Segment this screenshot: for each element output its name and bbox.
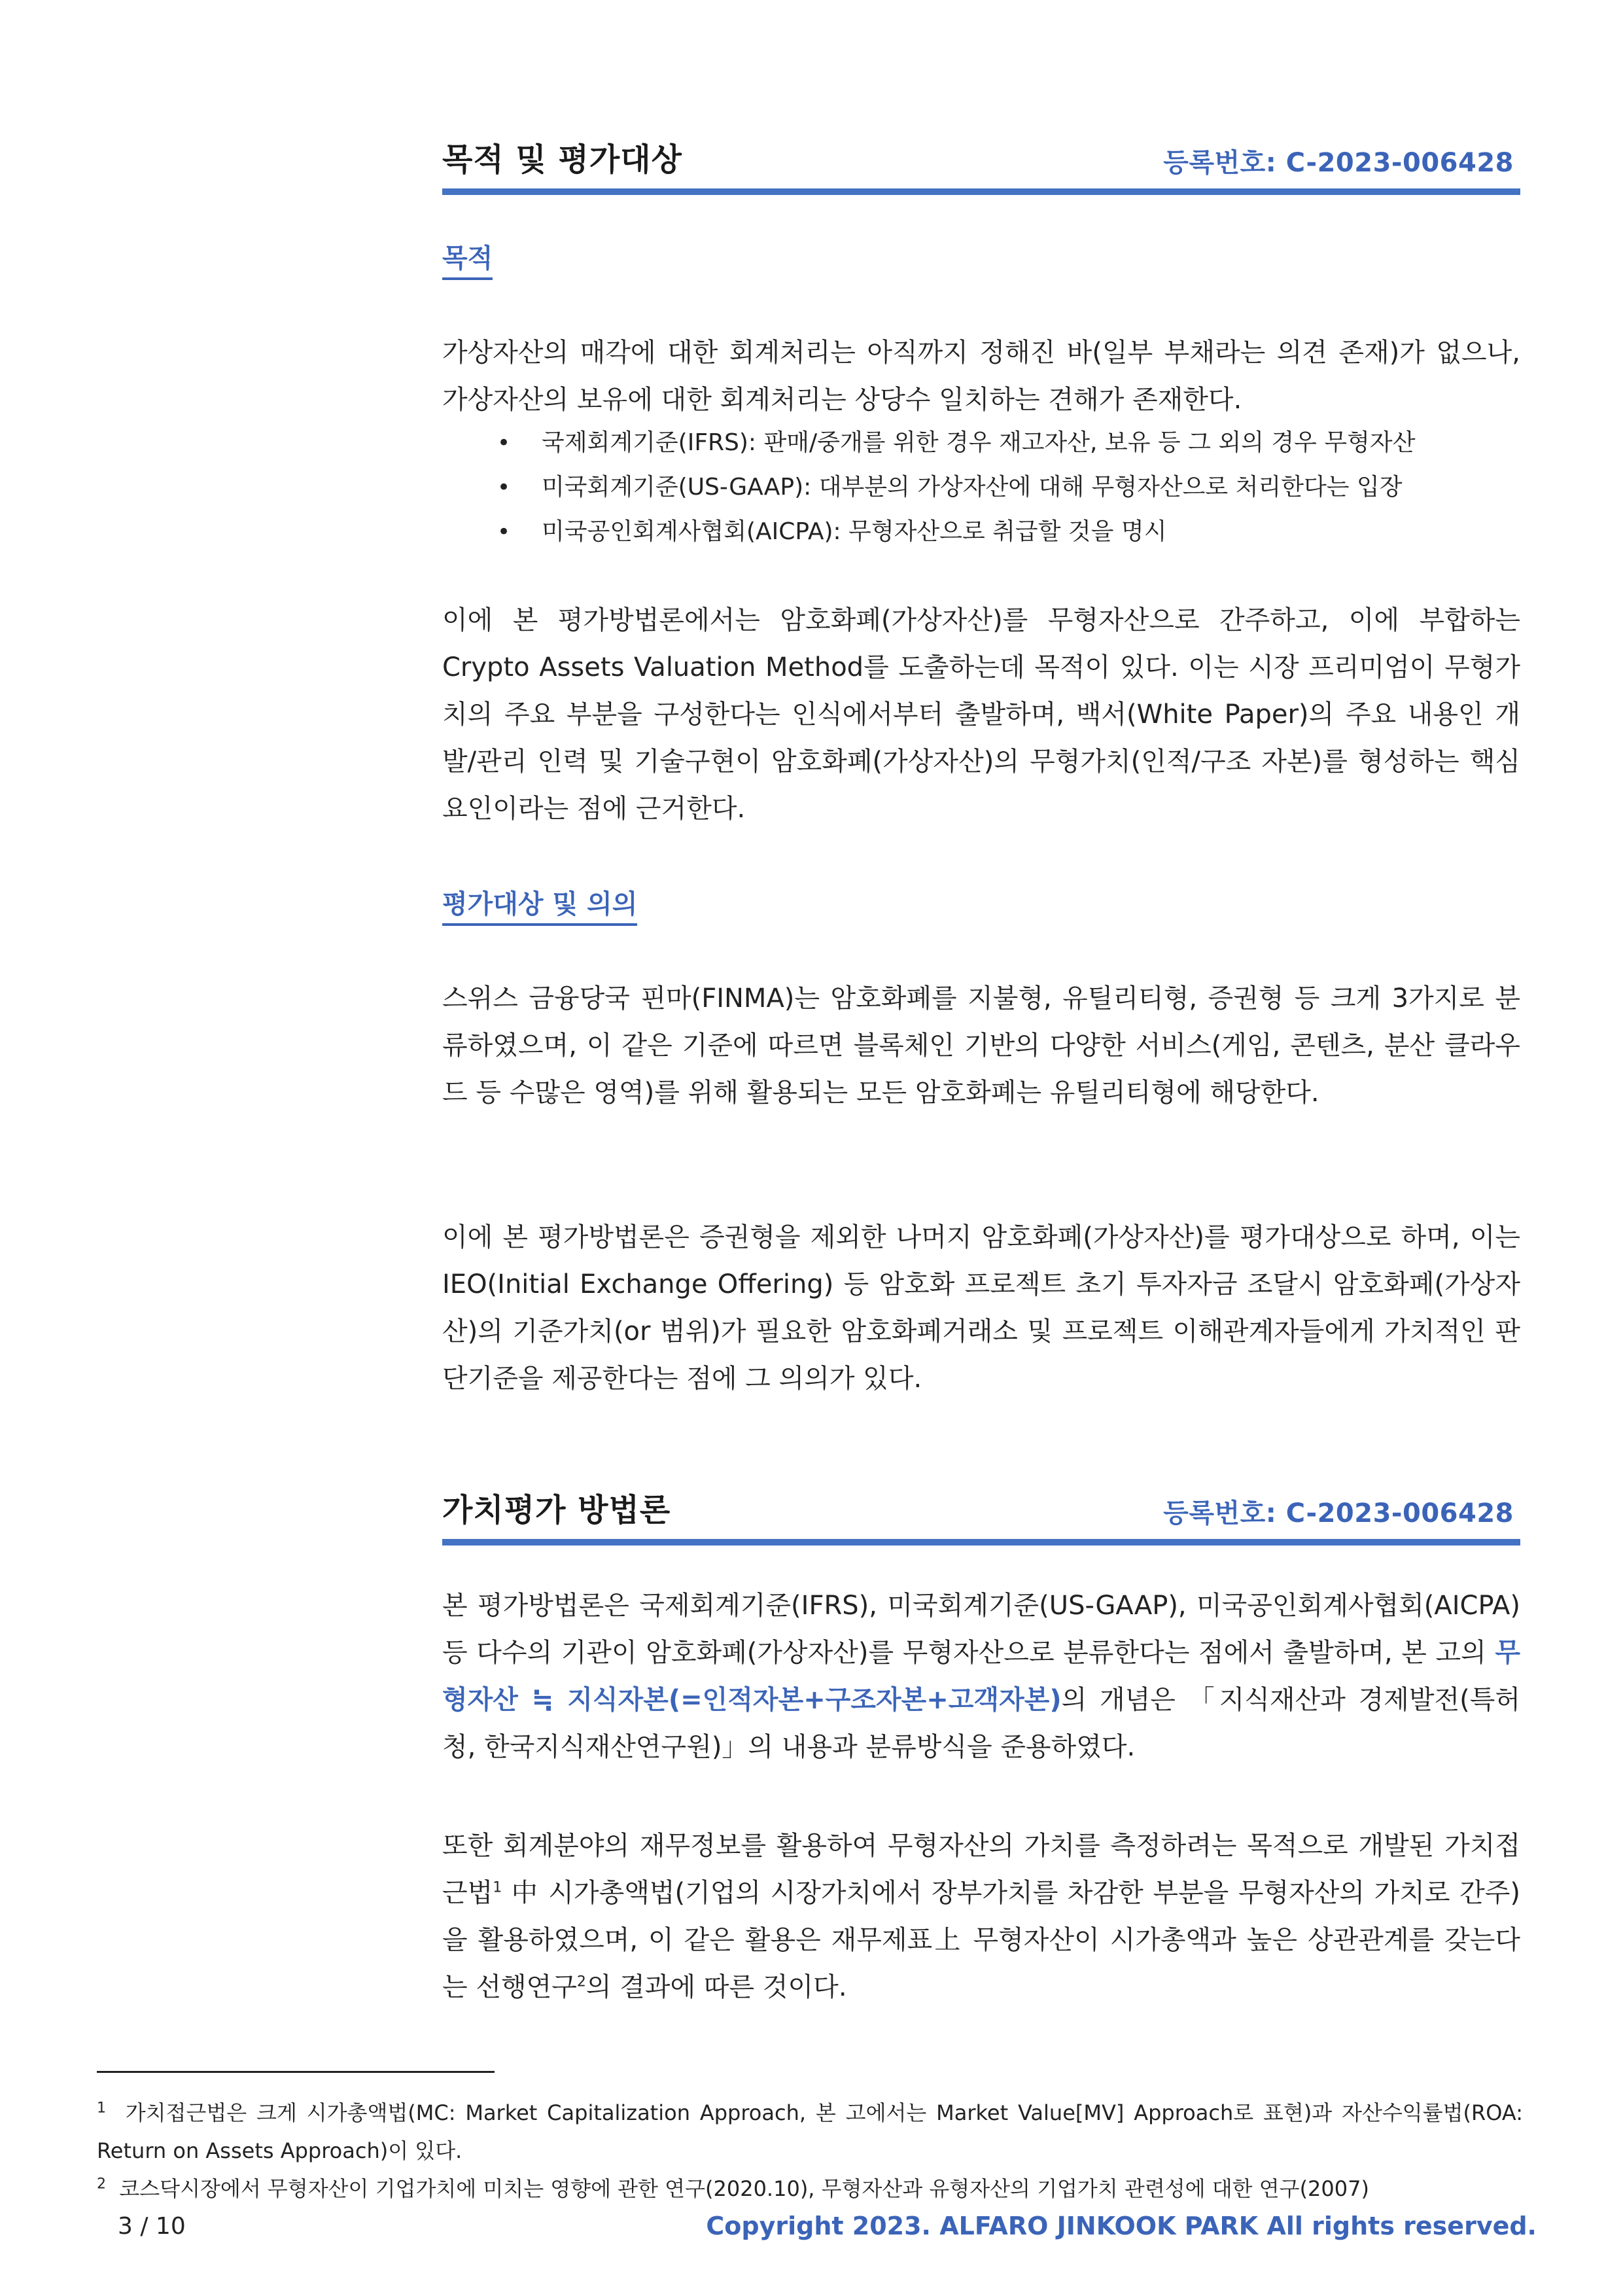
paragraph-text: 본 평가방법론은 국제회계기준(IFRS), 미국회계기준(US-GAAP), 미국공인회계사협회(AICPA) 등 다수의 기관이 암호화폐(가상자산)를 무형자산으로 분류한다는 점에서 출발하며, 본 고의 (442, 1591, 1520, 1668)
methodology-paragraph-1 (442, 1582, 1520, 1771)
registration-number: 등록번호: C-2023-006428 (1163, 1498, 1514, 1528)
highlighted-concept: 무형자산 ≒ 지식자본(=인적자본+구조자본+고객자본) (442, 1638, 1520, 1715)
purpose-intro: 가상자산의 매각에 대한 회계처리는 아직까지 정해진 바(일부 부채라는 의견 존재)가 없으나, 가상자산의 보유에 대한 회계처리는 상당수 일치하는 견해가 존재한다. (442, 338, 1520, 415)
footnote-text: 코스닥시장에서 무형자산이 기업가치에 미치는 영향에 관한 연구(2020.10), 무형자산과 유형자산의 기업가치 관련성에 대한 연구(2007) (119, 2176, 1369, 2201)
footnote-divider (97, 2071, 495, 2073)
target-paragraph-2: 이에 본 평가방법론은 증권형을 제외한 나머지 암호화폐(가상자산)를 평가대상으로 하며, 이는 IEO(Initial Exchange Offering) 등 암호화 프로젝트 초기 투자자금 조달시 암호화폐(가상자산)의 기준가치(or 범위)가 필요한 암호화폐거래소 및 프로젝트 이해관계자들에게 가치적인 판단기준을 제공한다는 점에 그 의의가 있다. (442, 1222, 1520, 1394)
methodology-paragraph-2 (442, 1822, 1520, 2011)
section-title: 목적 및 평가대상 (442, 141, 682, 178)
footnote (97, 2170, 1523, 2208)
footnote (97, 2094, 1523, 2170)
copyright-notice: Copyright 2023. ALFARO JINKOOK PARK All rights reserved. (706, 2212, 1537, 2240)
registration-number: 등록번호: C-2023-006428 (1163, 148, 1514, 178)
footnote-text: 가치접근법은 크게 시가총액법(MC: Market Capitalization Approach, 본 고에서는 Market Value[MV] Approach로 표현)과 자산수익률법(ROA: Return on Assets Approach)이 있다. (97, 2100, 1523, 2163)
footnote-ref[interactable]: 2 (576, 1973, 586, 1990)
paragraph-text: 또한 회계분야의 재무정보를 활용하여 무형자산의 가치를 측정하려는 목적으로 개발된 가치접근법 (442, 1831, 1520, 1908)
list-item: • 미국회계기준(US-GAAP): 대부분의 가상자산에 대해 무형자산으로 처리한다는 입장 (497, 465, 1544, 510)
footnote-mark: 2 (97, 2176, 106, 2193)
paragraph-text: 의 결과에 따른 것이다. (585, 1972, 847, 2002)
paragraph-text: 의 개념은 「지식재산과 경제발전(특허청, 한국지식재산연구원)」의 내용과 분류방식을 준용하였다. (442, 1685, 1520, 1762)
list-item: • 국제회계기준(IFRS): 판매/중개를 위한 경우 재고자산, 보유 등 그 외의 경우 무형자산 (497, 421, 1544, 465)
list-item: • 미국공인회계사협회(AICPA): 무형자산으로 취급할 것을 명시 (497, 510, 1544, 554)
section-header-purpose (442, 143, 1520, 195)
footnote-mark: 1 (97, 2100, 106, 2117)
purpose-heading: 목적 (442, 238, 493, 280)
section-header-methodology (442, 1493, 1520, 1545)
paragraph-text: 中 시가총액법(기업의 시장가치에서 장부가치를 차감한 부분을 무형자산의 가치로 간주)을 활용하였으며, 이 같은 활용은 재무제표上 무형자산이 시가총액과 높은 상관관계를 갖는다는 선행연구 (442, 1878, 1520, 2002)
footnote-ref[interactable]: 1 (493, 1879, 502, 1896)
standards-list (497, 421, 1544, 554)
page-number: 3 / 10 (118, 2213, 186, 2240)
target-heading: 평가대상 및 의의 (442, 883, 637, 926)
target-paragraph-1: 스위스 금융당국 핀마(FINMA)는 암호화폐를 지불형, 유틸리티형, 증권형 등 크게 3가지로 분류하였으며, 이 같은 기준에 따르면 블록체인 기반의 다양한 서비스(게임, 콘텐츠, 분산 클라우드 등 수많은 영역)를 위해 활용되는 모든 암호화폐는 유틸리티형에 해당한다. (442, 983, 1520, 1108)
section-title: 가치평가 방법론 (442, 1492, 671, 1528)
purpose-body: 이에 본 평가방법론에서는 암호화폐(가상자산)를 무형자산으로 간주하고, 이에 부합하는 Crypto Assets Valuation Method를 도출하는데 목적이 있다. 이는 시장 프리미엄이 무형가치의 주요 부분을 구성한다는 인식에서부터 출발하며, 백서(White Paper)의 주요 내용인 개발/관리 인력 및 기술구현이 암호화폐(가상자산)의 무형가치(인적/구조 자본)를 형성하는 핵심요인이라는 점에 근거한다. (442, 605, 1520, 824)
